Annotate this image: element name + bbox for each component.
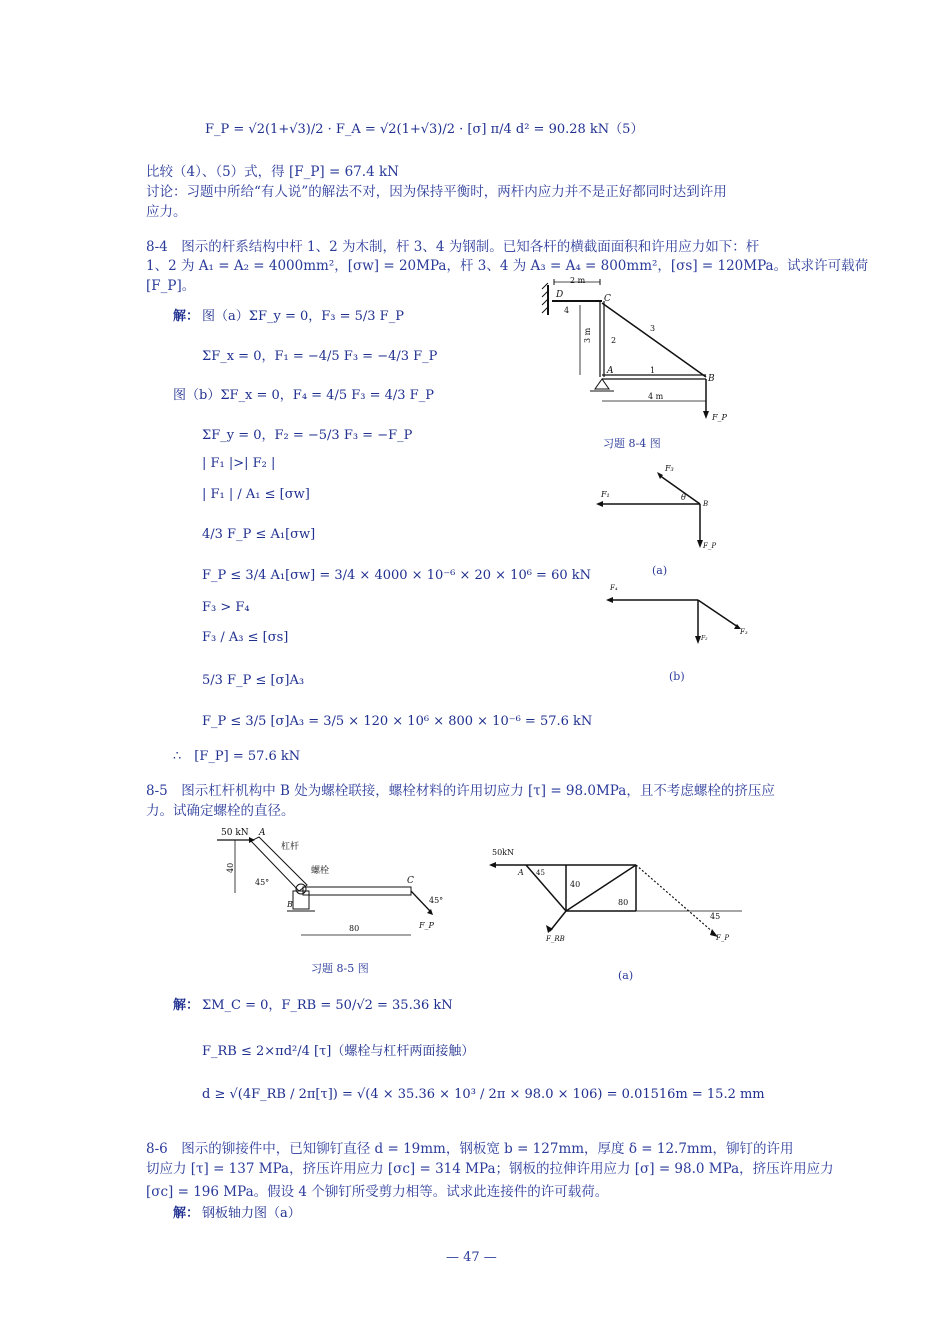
eq-8-4-13: ∴ [F_P] = 57.6 kN: [173, 749, 301, 764]
svg-text:杠杆: 杠杆: [281, 842, 300, 852]
page-number: — 47 —: [446, 1250, 497, 1265]
svg-text:A: A: [518, 868, 524, 877]
equation-5: F_P = √2(1+√3)/2 · F_A = √2(1+√3)/2 · [σ] π/4 d² = 90.28 kN（5）: [205, 122, 644, 137]
eq-8-4-2: ΣF_x = 0，F₁ = −4/5 F₃ = −4/3 F_P: [202, 349, 438, 364]
svg-text:45°: 45°: [429, 896, 444, 905]
eq-8-5-2: F_RB ≤ 2×πd²/4 [τ]（螺栓与杠杆两面接触）: [202, 1044, 475, 1059]
eq-8-4-12: F_P ≤ 3/5 [σ]A₃ = 3/5 × 120 × 10⁶ × 800 × 10⁻⁶ = 57.6 kN: [202, 714, 593, 729]
problem-8-4-line-2: 1、2 为 A₁ = A₂ = 4000mm²，[σw] = 20MPa，杆 3、4 为 A₃ = A₄ = 800mm²，[σs] = 120MPa。试求许可载荷: [146, 258, 869, 274]
svg-text:C: C: [407, 876, 414, 886]
figure-8-5-caption: 习题 8-5 图: [311, 962, 369, 975]
svg-text:45: 45: [536, 869, 545, 877]
svg-text:C: C: [604, 294, 611, 304]
svg-text:F_RB: F_RB: [546, 935, 565, 943]
eq-8-4-11: 5/3 F_P ≤ [σ]A₃: [202, 673, 305, 688]
figure-8-4-b: [600, 578, 760, 656]
svg-text:F_P: F_P: [712, 413, 727, 422]
discussion-line-1: 讨论：习题中所给“有人说”的解法不对，因为保持平衡时，两杆内应力并不是正好都同时达到许用: [146, 184, 727, 200]
svg-text:F_P: F_P: [419, 921, 434, 930]
eq-8-4-10: F₃ / A₃ ≤ [σs]: [202, 630, 289, 645]
eq-8-5-3: d ≥ √(4F_RB / 2π[τ]) = √(4 × 35.36 × 10³ / 2π × 98.0 × 106) = 0.01516m = 15.2 mm: [202, 1087, 765, 1102]
svg-text:80: 80: [349, 924, 360, 933]
eq-8-4-6: | F₁ | / A₁ ≤ [σw]: [202, 487, 310, 502]
figure-8-5-a-label: (a): [618, 969, 634, 982]
problem-8-5-line-1: 8-5 图示杠杆机构中 B 处为螺栓联接，螺栓材料的许用切应力 [τ] = 98.0MPa，且不考虑螺栓的挤压应: [146, 783, 775, 799]
figure-8-5-a: [486, 845, 746, 945]
svg-text:3: 3: [650, 324, 656, 333]
problem-8-6-line-2: 切应力 [τ] = 137 MPa，挤压许用应力 [σc] = 314 MPa；钢板的拉伸许用应力 [σ] = 98.0 MPa，挤压许用应力: [146, 1161, 834, 1177]
eq-8-4-9: F₃ > F₄: [202, 600, 250, 615]
svg-text:45°: 45°: [255, 878, 270, 887]
svg-text:B: B: [708, 374, 715, 384]
problem-8-5-line-2: 力。试确定螺栓的直径。: [146, 803, 295, 819]
svg-text:4 m: 4 m: [648, 392, 664, 401]
figure-8-4-caption: 习题 8-4 图: [603, 437, 661, 450]
problem-8-6-line-1: 8-6 图示的铆接件中，已知铆钉直径 d = 19mm，钢板宽 b = 127mm，厚度 δ = 12.7mm，铆钉的许用: [146, 1141, 794, 1157]
eq-8-4-3: 图（b）ΣF_x = 0，F₄ = 4/5 F₃ = 4/3 F_P: [173, 388, 434, 403]
eq-8-5-1: ΣM_C = 0，F_RB = 50/√2 = 35.36 kN: [202, 998, 453, 1013]
figure-8-5-lever: [215, 825, 465, 945]
svg-text:3 m: 3 m: [583, 327, 592, 343]
svg-text:80: 80: [618, 898, 629, 907]
svg-text:B: B: [703, 500, 709, 508]
svg-text:A: A: [259, 828, 266, 838]
figure-8-4-truss: [540, 275, 740, 425]
svg-text:F₃: F₃: [740, 628, 748, 636]
svg-text:F_P: F_P: [716, 934, 730, 942]
svg-text:45: 45: [710, 912, 721, 921]
eq-8-4-7: 4/3 F_P ≤ A₁[σw]: [202, 527, 316, 542]
svg-text:F₃: F₃: [665, 464, 674, 473]
solution-label-8-5: 解：: [173, 998, 200, 1013]
figure-8-4-a: [595, 462, 725, 562]
svg-text:B: B: [287, 900, 293, 909]
svg-text:螺栓: 螺栓: [311, 866, 330, 876]
svg-text:F₄: F₄: [610, 584, 618, 592]
svg-text:D: D: [556, 290, 564, 300]
svg-text:F₂: F₂: [701, 635, 708, 642]
svg-text:2: 2: [611, 336, 617, 345]
svg-text:F_P: F_P: [703, 542, 717, 550]
eq-8-4-1: 图（a）ΣF_y = 0，F₃ = 5/3 F_P: [202, 309, 404, 324]
problem-8-4-line-1: 8-4 图示的杆系结构中杆 1、2 为木制，杆 3、4 为钢制。已知各杆的横截面面积和许用应力如下：杆: [146, 239, 760, 255]
dim-2m: 2 m: [570, 276, 586, 285]
comparison-line: 比较（4）、（5）式，得 [F_P] = 67.4 kN: [146, 164, 399, 180]
svg-text:A: A: [607, 366, 614, 376]
eq-8-4-5: | F₁ |>| F₂ |: [202, 456, 276, 471]
svg-text:50 kN: 50 kN: [221, 828, 249, 838]
problem-8-4-line-3: [F_P]。: [146, 278, 196, 294]
solution-label-8-6: 解：: [173, 1206, 200, 1221]
svg-text:40: 40: [570, 880, 581, 889]
eq-8-4-4: ΣF_y = 0，F₂ = −5/3 F₃ = −F_P: [202, 428, 413, 443]
discussion-line-2: 应力。: [146, 204, 187, 220]
figure-8-4-a-label: (a): [652, 564, 668, 577]
figure-8-4-b-label: (b): [669, 670, 685, 683]
eq-8-4-8: F_P ≤ 3/4 A₁[σw] = 3/4 × 4000 × 10⁻⁶ × 20 × 10⁶ = 60 kN: [202, 568, 592, 583]
svg-text:F₁: F₁: [601, 490, 610, 499]
eq-8-6-1: 钢板轴力图（a）: [202, 1206, 301, 1221]
svg-text:40: 40: [226, 862, 235, 873]
solution-label-8-4: 解：: [173, 309, 200, 324]
problem-8-6-line-3: [σc] = 196 MPa。假设 4 个铆钉所受剪力相等。试求此连接件的许可载荷。: [146, 1184, 609, 1200]
svg-text:4: 4: [564, 306, 570, 315]
svg-text:1: 1: [650, 366, 656, 375]
svg-text:θ: θ: [681, 493, 686, 502]
svg-text:50kN: 50kN: [492, 848, 515, 857]
